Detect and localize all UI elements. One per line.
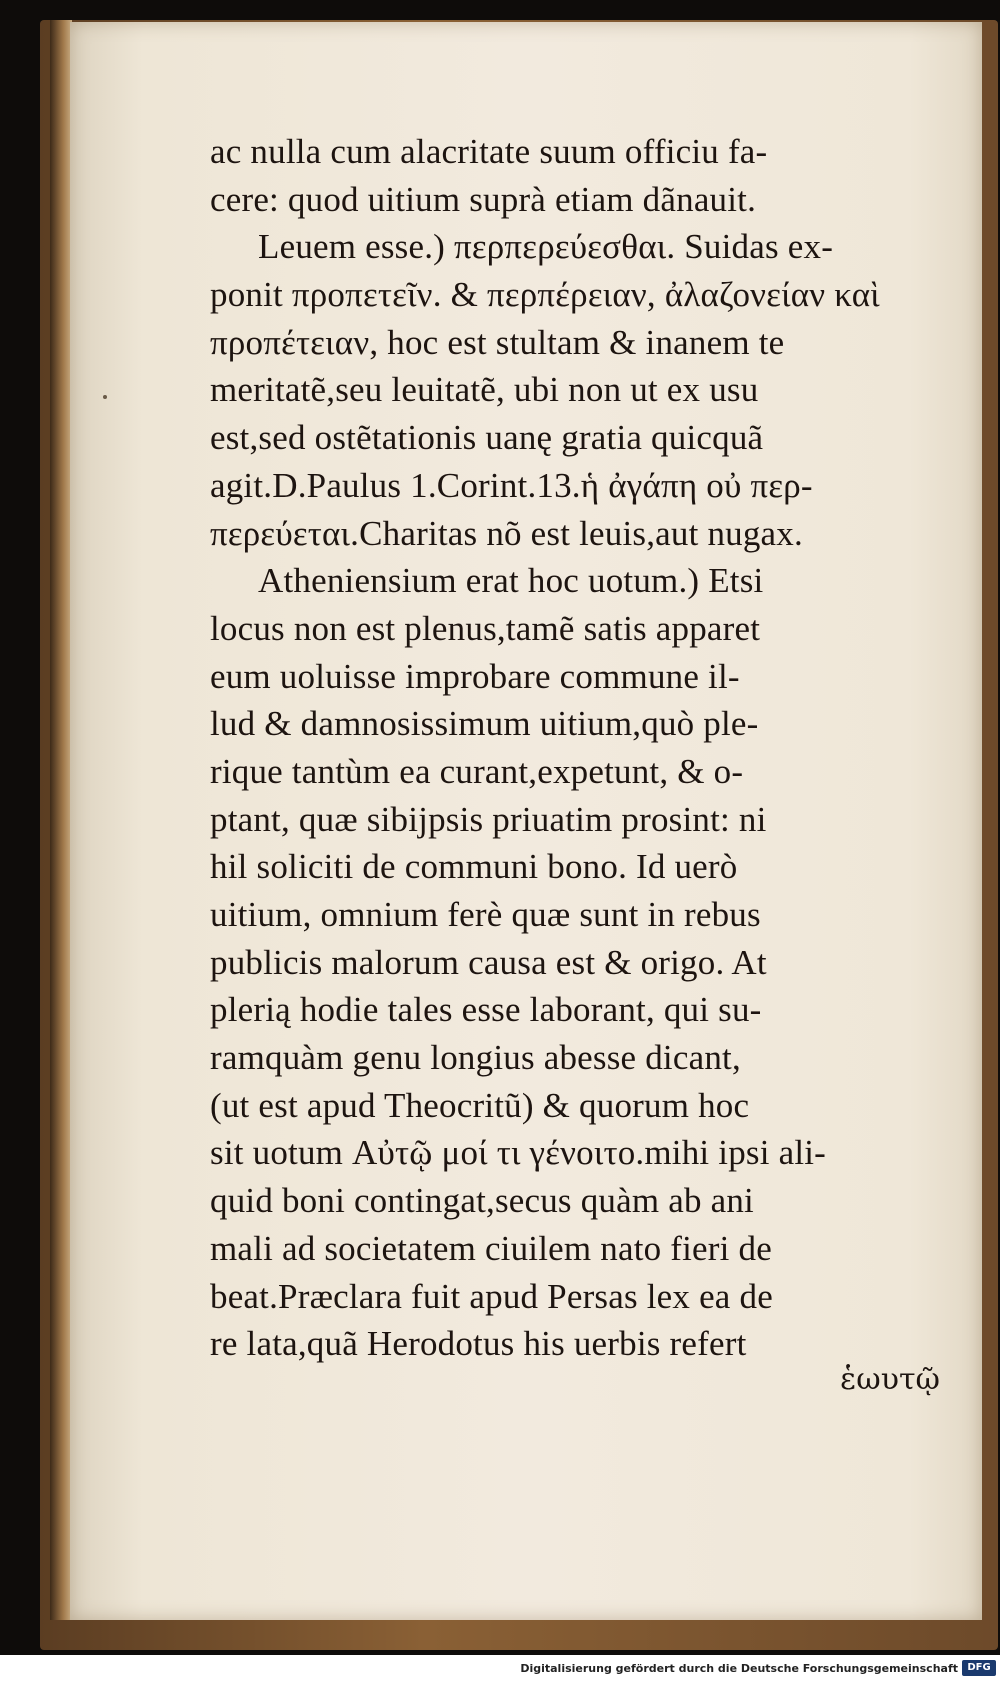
- text-line: Atheniensium erat hoc uotum.) Etsi: [258, 561, 764, 601]
- page-speck: [103, 395, 107, 399]
- text-line: meritatẽ,seu leuitatẽ, ubi non ut ex usu: [210, 370, 759, 410]
- text-line: est,sed ostẽtationis uanę gratia quicquã: [210, 418, 764, 458]
- text-line: locus non est plenus,tamẽ satis apparet: [210, 608, 761, 648]
- text-line: publicis malorum causa est & origo. At: [210, 942, 767, 982]
- catchword: ἑωυτῷ: [840, 1362, 940, 1397]
- text-line: Leuem esse.) περπερεύεσθαι. Suidas ex-: [258, 227, 834, 267]
- footer-credit: Digitalisierung gefördert durch die Deutsche Forschungsgemeinschaft: [520, 1662, 958, 1675]
- text-line: προπέτειαν, hoc est stultam & inanem te: [210, 322, 785, 362]
- book-spine: [50, 20, 72, 1620]
- text-line: quid boni contingat,secus quàm ab ani: [210, 1181, 754, 1221]
- text-line: sit uotum Αὐτῷ μοί τι γένοιτο.mihi ipsi ali-: [210, 1133, 827, 1173]
- text-line: cere: quod uitium suprà etiam dãnauit.: [210, 179, 757, 219]
- text-line: re lata,quã Herodotus his uerbis refert: [210, 1324, 747, 1364]
- text-line: ponit προπετεῖν. & περπέρειαν, ἀλαζονείαν καὶ: [210, 275, 880, 315]
- text-line: mali ad societatem ciuilem nato fieri de: [210, 1228, 772, 1268]
- text-line: (ut est apud Theocritũ) & quorum hoc: [210, 1085, 750, 1125]
- text-line: ptant, quæ sibijpsis priuatim prosint: ni: [210, 799, 767, 839]
- text-line: ac nulla cum alacritate suum officiu fa-: [210, 132, 768, 171]
- text-line: lud & damnosissimum uitium,quò ple-: [210, 704, 759, 744]
- text-line: plerią hodie tales esse laborant, qui su-: [210, 990, 762, 1030]
- dfg-logo: DFG: [962, 1660, 996, 1676]
- text-line: beat.Præclara fuit apud Persas lex ea de: [210, 1276, 773, 1316]
- text-line: rique tantùm ea curant,expetunt, & o-: [210, 751, 744, 791]
- text-line: agit.D.Paulus 1.Corint.13.ἡ ἀγάπη οὐ περ-: [210, 465, 813, 505]
- footer-bar: [0, 1655, 1000, 1685]
- page-text-block: [210, 128, 950, 1368]
- text-line: eum uoluisse improbare commune il-: [210, 656, 740, 696]
- text-line: περεύεται.Charitas nõ est leuis,aut nugax.: [210, 513, 803, 553]
- text-line: ramquàm genu longius abesse dicant,: [210, 1038, 741, 1078]
- text-line: uitium, omnium ferè quæ sunt in rebus: [210, 895, 761, 934]
- text-line: hil soliciti de communi bono. Id uerò: [210, 847, 738, 887]
